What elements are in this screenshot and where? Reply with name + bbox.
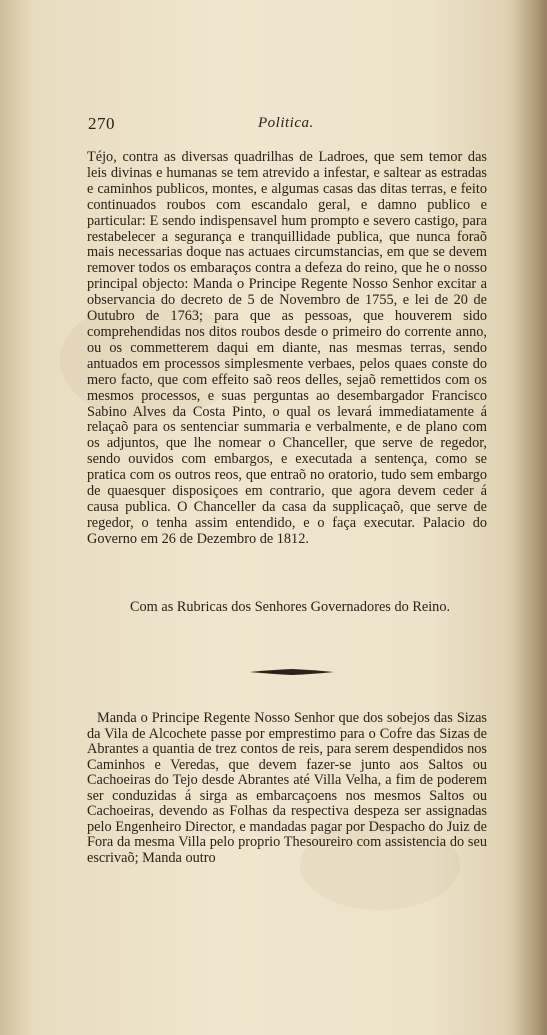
section-divider-ornament bbox=[250, 667, 334, 677]
page-gutter-shadow bbox=[513, 0, 547, 1035]
page-header bbox=[88, 114, 483, 136]
order-paragraph: Manda o Principe Regente Nosso Senhor que dos sobejos das Sizas da Vila de Alcochete passe por emprestimo para o Cofre das Sizas de Abrantes a quantia de trez contos de reis, para serem despendidos nos Caminhos e Veredas, que devem fazer-se junto aos Saltos ou Cachoeiras do Tejo desde Abrantes até Villa Velha, a fim de poderem ser conduzidas á sirga as embarcaçoens nos mesmos Saltos ou Cachoeiras, devendo as Folhas da respectiva despeza ser assignadas pelo Engenheiro Director, e mandadas pagar por Despacho do Juiz de Fora da mesma Villa pelo proprio Thesoureiro com assistencia do seu escrivaõ; Manda outro bbox=[87, 710, 487, 866]
running-head: Politica. bbox=[258, 115, 314, 131]
signature-line: Com as Rubricas dos Senhores Governadores do Reino. bbox=[130, 599, 451, 615]
decree-paragraph: Téjo, contra as diversas quadrilhas de Ladroes, que sem temor das leis divinas e humanas se tem atrevido a infestar, e saltear as estradas e caminhos publicos, montes, e algumas casas das ditas terras, e feito continuados roubos com escandalo geral, e damno publico e particular: E sendo indispensavel hum prompto e severo castigo, para restabelecer a segurança e tranquillidade publica, que nunca foraõ mais necessarias doque nas actuaes circumstancias, em que se devem remover todos os embaraços contra a defeza do reino, que he o nosso principal objecto: Manda o Principe Regente Nosso Senhor excitar a observancia do decreto de 5 de Novembro de 1755, e lei de 20 de Outubro de 1763; para que as pessoas, que houverem sido comprehendidas nos ditos roubos desde o primeiro do corrente anno, ou os commetterem daqui em diante, nas mesmas terras, sendo antuados em processos simplesmente verbaes, pelos quaes conste do mero facto, que com effeito saõ reos delles, sejaõ remettidos com os mesmos processos, e suas perguntas ao desembargador Francisco Sabino Alves da Costa Pinto, o qual os levará immediatamente á relaçaõ para os sentenciar summaria e verbalmente, e de plano com os adjuntos, que lhe nomear o Chanceller, que serve de regedor, sendo ouvidos com embargos, e executada a sentença, como se pratica com os outros reos, que entraõ no oratorio, tudo sem embargo de quaesquer disposiçoes em contrario, que agora devem ceder á causa publica. O Chanceller da casa da supplicaçaõ, que serve de regedor, o tenha assim entendido, e o faça executar. Palacio do Governo em 26 de Dezembro de 1812. bbox=[87, 149, 487, 547]
page-number: 270 bbox=[88, 114, 115, 133]
